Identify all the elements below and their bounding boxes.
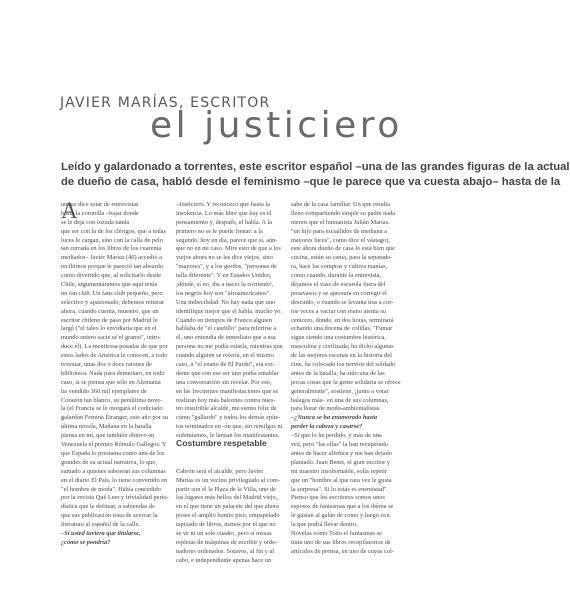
text-line: antes de hacer alfeñica y me han dejado <box>291 449 392 457</box>
text-line: antes de la batalla; ha sido una de las <box>291 369 385 377</box>
text-line: plantado. Juan Benet, el gran escritor y <box>291 458 391 466</box>
text-line: le gustan al galán de como y luego con <box>291 512 390 520</box>
text-line: Cabrón será el alcalde, pero Javier <box>176 467 264 475</box>
drop-cap: A <box>61 198 78 223</box>
text-line: cómo "gallardo" y todos los demás epíte- <box>176 414 281 422</box>
text-line: revestar, unas dos o doce ratones de <box>61 361 152 369</box>
text-line: largó ("el taleo lo envidiaría que en el <box>61 325 157 333</box>
text-line: tos terminados en -ón que, sin remilgos ni <box>176 423 283 431</box>
text-line: vez, pero "las ellas" la han recuperado <box>291 441 388 449</box>
text-line: tan cerrada en los libros de los cuarenta <box>61 245 162 253</box>
text-line: mundo entero sacie sé el gramo", intro- <box>61 334 162 342</box>
section-subheading: Costumbre respetable <box>176 438 267 448</box>
text-line: se ve ni un solo cuadro, pero sí mesas <box>176 529 272 537</box>
text-line: "un hijo para escuálidos de mediana a <box>291 227 387 235</box>
text-line: cabo, e independiente apenas hace un <box>176 556 272 564</box>
text-line: pensamiento y, después, el habla. A la <box>176 218 272 226</box>
text-line: hasta la coronilla –bajar donde <box>61 209 139 217</box>
text-line: como cuando, durante la entrevista, <box>291 272 382 280</box>
text-line: cine, ha colocado los nervios del soldado <box>291 361 396 369</box>
text-line: persona no me podía estarla, mientras que <box>176 343 283 351</box>
text-line: mi maestro insobornable, solía repetir <box>291 467 388 475</box>
text-line: la que podrá llevar dentro. <box>291 521 358 529</box>
text-line: –Justiciero. Y reconozco que hasta la <box>176 201 270 208</box>
text-line: Cuando en tiempos de Franco alguien <box>176 316 273 324</box>
text-line: se le deja con tozuda tanda <box>61 218 130 226</box>
lead-line: de dueño de casa, habló desde el feminismo –que le parece que va cuesta abajo– hasta de la <box>61 176 561 188</box>
text-line: talla diferente". Y en Estados Unidos, <box>176 272 272 280</box>
text-line: como divertido que, al solicitarlo desde <box>61 272 162 280</box>
text-line: última novela, Mañana en la batalla <box>61 423 152 431</box>
text-line: ra, hace las compras y cultiva manías, <box>291 263 388 271</box>
text-line: una conversación sin recelar. Por eso, <box>176 378 272 386</box>
text-line: él, uno entendía de inmediato que a esa <box>176 334 276 342</box>
text-line: selectivo y apasionado, debemos reiterar <box>61 298 165 306</box>
text-line: duce él). La mentirosa posadas de que por <box>61 343 168 351</box>
text-line: cenicero, donde, en dos horas, terminará <box>291 316 394 324</box>
text-line: generalmente", sostiene, ¡junto a votar <box>291 387 389 395</box>
text-line: "el hombre de moda". Había concedido <box>61 485 161 493</box>
text-line: cuando alguien se refería, en el mismo <box>176 352 274 360</box>
text-line: Venezuela el premio Rómulo Gallegos. Y <box>61 441 167 449</box>
text-line: hablaba de "el caudillo" para referirse a <box>176 325 277 333</box>
text-line: Chile, argumentáramos que aquí tenía <box>61 281 158 289</box>
text-line: partir con él la Plaza de la Villa, uno de <box>176 485 276 493</box>
text-line: dente que con ese ser uno podía entablar <box>176 369 279 377</box>
text-line: tro insufrible alcalde, me siento feliz de <box>176 405 277 413</box>
text-line: para llorar de modo-ambientalistas. <box>291 405 381 413</box>
section-kicker: JAVIER MARÍAS, ESCRITOR <box>60 95 271 111</box>
text-line: identifique mejor que el habla, mucho yo. <box>176 307 283 315</box>
article-column-1 <box>61 198 169 548</box>
text-line: perder la cabeza y casarse? <box>291 423 363 431</box>
text-line: realizan hoy más balcones contra nues- <box>176 396 276 404</box>
text-line: segundo, hoy en día, parece que sí, aun- <box>176 236 278 244</box>
article-column-2 <box>176 201 283 566</box>
text-line: eufemismos, le lanzan los manifestantes. <box>176 432 280 440</box>
text-line: nadores ordenados. Sotavos, al fin y al <box>176 547 274 555</box>
text-line: la sorpresa". Si lo estás es enemistad". <box>291 485 389 493</box>
text-line: que no en mi caso. Mire esto de que a los <box>176 245 281 253</box>
text-line: mediados– Javier Marías (46) accedió a <box>61 254 162 262</box>
text-line: los negros hoy son "afroamericanos". <box>176 289 271 297</box>
text-line: unque dice estar de entrevistas <box>61 201 139 208</box>
text-line: trata uno de sus libros recopilatorios de <box>291 538 391 546</box>
text-line: sumado a quienes saborean sus columnas <box>61 467 166 475</box>
text-line: un fan club. Un fans club pequeño, pero <box>61 289 163 297</box>
text-line: galardón Femina Étranger, este año por su <box>61 414 169 422</box>
text-line: en las frecuentes manifestaciones que se <box>176 387 279 395</box>
text-line: esposos de fantasmas que a los ibérea se <box>291 503 394 511</box>
text-line: pocas cosas que la gente solidaria se ofrece <box>291 378 401 386</box>
lead-paragraph <box>61 160 570 190</box>
text-line: literatura al español de la calle. <box>61 521 140 529</box>
text-line: que sus publicación trata de acercar la <box>61 512 158 520</box>
text-line: piensa en mí, que también obtuvo en <box>61 432 155 440</box>
text-line: dejamos el vaso de escarola fuera del <box>291 281 386 289</box>
text-line: escritor chileno de paso por Madrid le <box>61 316 158 324</box>
text-line: artículos de prensa, en uno de cuyas col- <box>291 547 394 555</box>
text-line: ¡dónde, sí no, iba a nacer la corriente!, <box>176 281 274 289</box>
text-line: tos veces a vaciar con mano atenta su <box>291 307 386 315</box>
text-line: Corazón tan blanco, su penúltima nove- <box>61 396 163 404</box>
text-line: de las mejores escenas en la historia del <box>291 352 392 360</box>
text-line: –Sí que lo he perdido, y más de una <box>291 432 382 440</box>
text-line: insolencia. Lo más libre que hay es el <box>176 209 272 217</box>
text-line: estos lados de América le conocen, a todo <box>61 352 168 360</box>
article-column-3 <box>291 201 401 557</box>
text-line: Una imbecilidad. No hay nada que uno <box>176 298 276 306</box>
text-line: menos que el humanista Julián Marías. <box>291 218 390 226</box>
text-line: sigue siendo una costumbre histérica, <box>291 334 386 342</box>
text-line: lleno compartiendo simple su padre nada <box>291 209 396 217</box>
text-line: sabe de la casa familiar. Un que resulta <box>291 201 390 208</box>
text-line: grandes de su actual narrativa, lo que, <box>61 458 157 466</box>
text-line: primero no se le puede frenar: a la <box>176 227 263 235</box>
text-line: descuido, o cuando se levanta tras a cor- <box>291 298 394 306</box>
text-line: tapizado de libros, menos por el que no <box>176 521 276 529</box>
article-title: el justiciero <box>150 105 403 146</box>
text-line <box>176 459 280 468</box>
text-line: echando una docena de colillas. "Fumar <box>291 325 393 333</box>
text-line: viejos ahora no se les dice viejos, sino <box>176 254 273 262</box>
text-line: "mayores", y a los gordos, "personas de <box>176 263 277 271</box>
text-line: la (el Francia se le otorgará el codiciado <box>61 405 163 413</box>
text-line: –¿Nunca se ha enamorado hasta <box>291 414 378 422</box>
text-line: por la revista Qué Leer y trivialidad perio- <box>61 494 169 502</box>
text-line: –Si usted tuviera que titularse, <box>61 529 141 537</box>
text-line: halagos más– en una de sus columnas, <box>291 396 389 404</box>
text-line: este ahora dueño de casa lo está bien que <box>291 245 395 253</box>
text-line: Pienso que los escritores somos unos <box>291 494 385 502</box>
text-line: caso, si se piensa que sólo en Alemania <box>61 378 161 386</box>
text-line: Novelas como Todo el fantasmas se <box>291 529 382 537</box>
text-line: caso, a "el enano de El Pardo", era evi- <box>176 361 275 369</box>
text-line <box>176 450 280 459</box>
text-line: biblioteca. Nada para demeriaro, en todo <box>61 369 165 377</box>
text-line: ha vendido 360 mil ejemplares de <box>61 387 147 395</box>
text-line: que ser con la de los clérigos, que a todas <box>61 227 166 235</box>
text-line: en el diario El País, lo tiene convertido en <box>61 476 168 484</box>
text-line: posavasos y se apresura en corregir el <box>291 289 387 297</box>
lead-line: Leído y galardonado a torrentes, este escritor español –una de las grandes figuras de la actual <box>61 161 570 173</box>
text-line: dística que le definan, a sabiendas de <box>61 503 155 511</box>
text-line: ahora, cuando cuenta, muestro, que un <box>61 307 159 315</box>
text-line: que un "hombre al que rara vez le gusta <box>291 476 392 484</box>
text-line: en el que tiene un palacete del que ahora <box>176 503 279 511</box>
text-line: recibirnos porque le pareció tan absurdo <box>61 263 163 271</box>
text-line: mayores luces", como dice el vástago), <box>291 236 390 244</box>
text-line: cocina, están su cama, para la separado- <box>291 254 393 262</box>
text-line: repletas de máquinas de escribir y orde- <box>176 538 278 546</box>
text-line: que España lo prestama como uno de los <box>61 449 165 457</box>
text-line: luces le cargan, sino con la calla de pelo <box>61 236 163 244</box>
text-line: Marías es un vecino privilegiado al com- <box>176 476 280 484</box>
text-line: los lugares más bellos del Madrid viejo, <box>176 494 278 502</box>
text-line: masculina y civilizada; ha dicho algunas <box>291 343 394 351</box>
text-line: ¿cómo se pondría? <box>61 538 111 546</box>
text-line: posee el amplio bonito piso, empapelado <box>176 512 280 520</box>
